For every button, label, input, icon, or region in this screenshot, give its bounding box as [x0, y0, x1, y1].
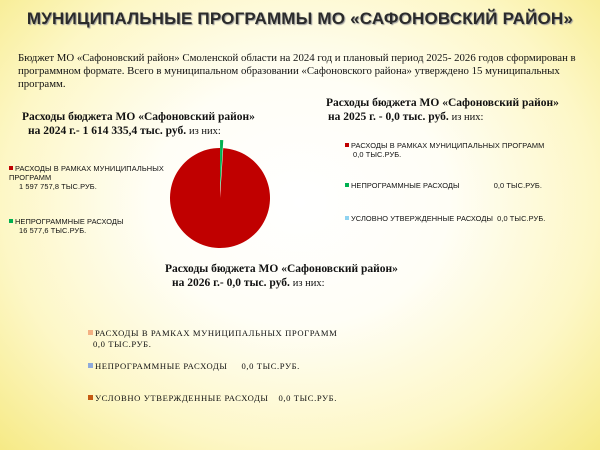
chart-2025-legend-value-1: 0,0 ТЫС.РУБ.	[353, 150, 402, 159]
chart-2024-legend-swatch-1	[9, 166, 13, 170]
chart-2026-legend-item-3	[88, 393, 488, 404]
chart-2026-legend-item-2	[88, 361, 488, 372]
chart-2025-heading-line2: на 2025 г. - 0,0 тыс. руб.	[328, 111, 449, 123]
chart-2024-pie	[160, 120, 280, 260]
chart-2025-legend-label-1: РАСХОДЫ В РАМКАХ МУНИЦИПАЛЬНЫХ ПРОГРАММ	[351, 141, 545, 150]
chart-2026-heading-line2-wrap	[165, 276, 465, 291]
chart-2026-legend-swatch-1	[88, 330, 93, 335]
chart-2025-legend-value-3: 0,0 ТЫС.РУБ.	[497, 214, 546, 223]
chart-2024-legend-label-2: НЕПРОГРАММНЫЕ РАСХОДЫ	[15, 217, 124, 226]
chart-2025-heading	[326, 96, 596, 125]
chart-2025-legend-item-2	[345, 181, 595, 190]
chart-2026-legend-value-3: 0,0 ТЫС.РУБ.	[278, 393, 337, 403]
chart-2026-legend-swatch-3	[88, 395, 93, 400]
chart-2024-heading-line2: на 2024 г.- 1 614 335,4 тыс. руб.	[28, 125, 187, 137]
chart-2025-legend-item-3	[345, 214, 595, 223]
chart-2026-legend-label-2: НЕПРОГРАММНЫЕ РАСХОДЫ	[95, 361, 228, 371]
slide-title: МУНИЦИПАЛЬНЫЕ ПРОГРАММЫ МО «САФОНОВСКИЙ РАЙОН»	[26, 9, 574, 28]
chart-2026-legend-label-1: РАСХОДЫ В РАМКАХ МУНИЦИПАЛЬНЫХ ПРОГРАММ	[95, 328, 338, 338]
chart-2025-legend-label-3: УСЛОВНО УТВЕРЖДЕННЫЕ РАСХОДЫ	[351, 214, 494, 223]
chart-2025-legend-swatch-1	[345, 143, 349, 147]
chart-2025-legend-swatch-2	[345, 183, 349, 187]
chart-2025-heading-line2-wrap	[326, 110, 596, 125]
chart-2024-legend-value-2: 16 577,6 ТЫС.РУБ.	[19, 226, 87, 235]
chart-2024-heading-line1: Расходы бюджета МО «Сафоновский район»	[22, 111, 255, 123]
chart-2026-legend-label-3: УСЛОВНО УТВЕРЖДЕННЫЕ РАСХОДЫ	[95, 393, 269, 403]
intro-text: Бюджет МО «Сафоновский район» Смоленской области на 2024 год и плановый период 2025- 2026 годов сформирован в программном формате. Всего в муниципальном образовании «Сафоновского района» утверждено 15 муниципальных программ.	[18, 52, 576, 90]
chart-2025-legend-swatch-3	[345, 216, 349, 220]
chart-2024-legend-item-2	[9, 217, 169, 235]
chart-2025-legend-label-2: НЕПРОГРАММНЫЕ РАСХОДЫ	[351, 181, 460, 190]
chart-2026-legend-value-1: 0,0 ТЫС.РУБ.	[93, 339, 152, 349]
chart-2024-pie-slice-1	[170, 148, 270, 248]
chart-2025-heading-suffix: из них:	[451, 112, 484, 123]
chart-2026-legend-swatch-2	[88, 363, 93, 368]
chart-2024-legend-swatch-2	[9, 219, 13, 223]
chart-2026-heading-suffix: из них:	[292, 278, 325, 289]
chart-2024-legend-item-1	[9, 164, 169, 191]
chart-2026-legend-item-1	[88, 328, 488, 350]
chart-2026-heading-line1: Расходы бюджета МО «Сафоновский район»	[165, 263, 398, 275]
chart-2025-heading-line1: Расходы бюджета МО «Сафоновский район»	[326, 97, 559, 109]
chart-2025-legend-item-1	[345, 141, 595, 159]
chart-2024-heading-suffix: из них:	[188, 126, 221, 137]
chart-2024-legend-value-1: 1 597 757,8 ТЫС.РУБ.	[19, 182, 97, 191]
chart-2026-heading-line2: на 2026 г.- 0,0 тыс. руб.	[172, 277, 290, 289]
chart-2026-heading	[165, 262, 465, 291]
chart-2024-legend-label-1: РАСХОДЫ В РАМКАХ МУНИЦИПАЛЬНЫХ ПРОГРАММ	[9, 164, 164, 182]
chart-2025-legend-value-2: 0,0 ТЫС.РУБ.	[493, 181, 543, 190]
chart-2026-legend-value-2: 0,0 ТЫС.РУБ.	[241, 361, 300, 371]
